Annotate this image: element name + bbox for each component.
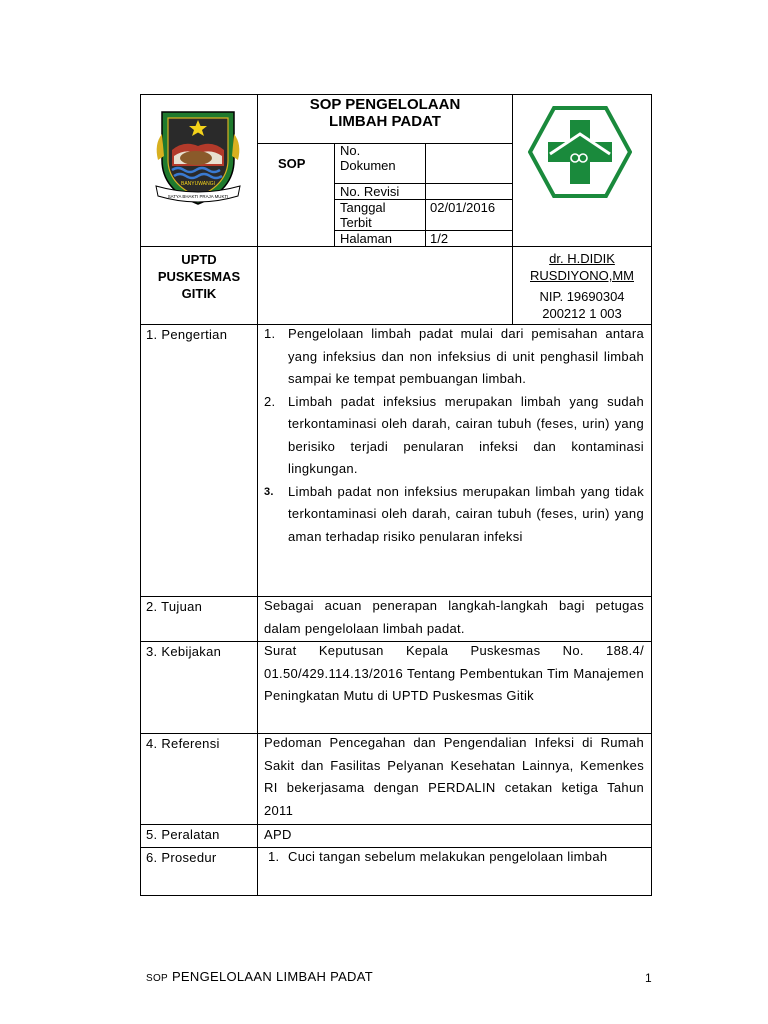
organization-name [141,251,257,302]
head-nip-line1: NIP. 19690304 [539,289,625,304]
page-number: 1 [645,971,652,985]
field-label-no-dokumen-text: No. Dokumen [340,143,396,173]
section-label-peralatan: 5. Peralatan [146,827,220,842]
list-item-number: 2. [264,393,276,409]
field-value-halaman: 1/2 [430,231,449,246]
list-item-number: 1. [264,326,276,341]
table-border-left [140,94,141,896]
section-content-prosedur [264,846,644,869]
section-content-referensi: Pedoman Pencegahan dan Pengendalian Infeksi di Rumah Sakit dan Fasilitas Pelyanan Kesehatan Lainnya, Kemenkes RI bekerjasama dengan PERDALIN cetakan ketiga Tahun 2011 [264,735,644,818]
banyuwangi-emblem-logo [152,104,244,208]
list-item-text: Cuci tangan sebelum melakukan pengelolaan limbah [288,849,608,864]
head-signature-block [513,250,651,322]
head-nip-line2: 200212 1 003 [542,306,622,321]
section-label-tujuan: 2. Tujuan [146,599,203,614]
list-item [264,481,644,549]
field-value-tanggal-terbit-text: 02/01/2016 [430,200,496,215]
field-label-tanggal-terbit-text: Tanggal Terbit [340,200,386,230]
puskesmas-logo [528,106,632,198]
organization-name-line2: PUSKESMAS [157,269,241,284]
list-item-number: 3. [264,485,274,498]
organization-name-line1: UPTD [181,252,217,267]
section-label-referensi: 4. Referensi [146,736,220,751]
emblem-top-text: BANYUWANGI [181,181,215,187]
page-footer-title [146,969,373,987]
field-value-tanggal-terbit [430,200,502,215]
list-item [264,391,644,481]
list-item [264,323,644,391]
field-label-no-dokumen [340,143,420,173]
field-label-halaman: Halaman [340,231,393,246]
field-label-no-revisi: No. Revisi [340,184,400,199]
header-bottom-line [140,246,652,247]
emblem-motto-text: SATYA BHAKTI PRAJA MUKTI [167,194,229,199]
list-item-text: Limbah padat non infeksius merupakan limbah yang tidak terkontaminasi oleh darah, cairan tubuh (feses, urin) yang aman terhadap risiko penularan infeksi [288,483,644,544]
list-item-text: Pengelolaan limbah padat mulai dari pemisahan antara yang infeksius dan non infeksius di unit penghasil limbah sampai ke tempat pembuangan limbah. [288,326,644,386]
document-title [258,95,512,143]
sop-label: SOP [278,156,306,171]
column-divider-left [257,94,258,896]
list-item-number: 1. [268,849,280,864]
organization-name-line3: GITIK [181,286,217,301]
head-name-line2: RUSDIYONO,MM [530,268,634,283]
section-content-kebijakan: Surat Keputusan Kepala Puskesmas No. 188.4/ 01.50/429.114.13/2016 Tentang Pembentukan Tim Manajemen Peningkatan Mutu di UPTD Puskesmas Gitik [264,643,644,703]
document-title-line1: SOP PENGELOLAAN [309,96,461,113]
head-name-line1: dr. H.DIDIK [549,251,615,266]
section-content-tujuan: Sebagai acuan penerapan langkah-langkah bagi petugas dalam pengelolaan limbah padat. [264,598,644,636]
table-border-right [651,94,652,896]
section-content-pengertian [264,323,644,548]
field-label-tanggal-terbit [340,200,398,230]
list-item-text: Limbah padat infeksius merupakan limbah yang sudah terkontaminasi oleh darah, cairan tubuh (feses, urin) yang berisiko terjadi penularan infeksi dan kontaminasi lingkungan. [288,393,644,476]
document-title-line2: LIMBAH PADAT [329,113,441,130]
list-item [264,846,644,869]
section-label-kebijakan: 3. Kebijakan [146,644,222,659]
footer-title-rest: PENGELOLAAN LIMBAH PADAT [168,969,373,984]
section-label-pengertian: 1. Pengertian [146,327,228,342]
section-content-peralatan: APD [264,827,292,842]
footer-title-prefix: SOP [146,973,169,984]
section-label-prosedur: 6. Prosedur [146,850,217,865]
table-border-bottom [140,895,652,896]
